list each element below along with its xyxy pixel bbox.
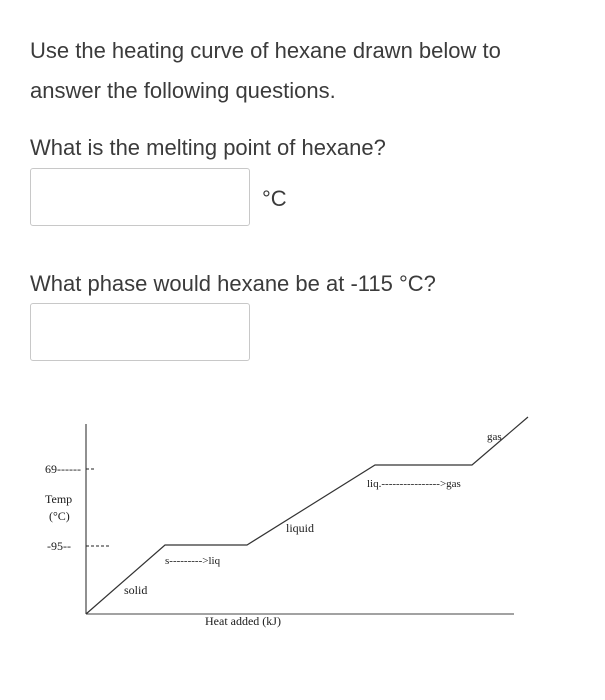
phase-input[interactable] (30, 303, 250, 361)
label-liquid: liquid (286, 521, 315, 535)
heating-curve-graph (0, 400, 605, 640)
label-melting: s--------->liq (165, 555, 221, 567)
unit-label: °C (262, 186, 287, 211)
tick-label-high: 69------ (45, 462, 81, 476)
label-boiling: liq.---------------->gas (367, 478, 461, 490)
y-axis-label: Temp (45, 492, 73, 506)
intro-text: Use the heating curve of hexane drawn below to answer the following questions. (30, 38, 501, 103)
x-axis-label: Heat added (kJ) (205, 614, 281, 628)
label-gas: gas (487, 431, 502, 443)
question-phase: What phase would hexane be at -115 °C? (30, 271, 436, 296)
tick-label-low: -95-- (47, 539, 71, 553)
heating-curve-line (86, 417, 528, 614)
question-melting-point: What is the melting point of hexane? (30, 135, 386, 160)
y-axis-unit: (°C) (49, 509, 70, 523)
label-solid: solid (124, 583, 148, 597)
melting-point-input[interactable] (30, 168, 250, 226)
